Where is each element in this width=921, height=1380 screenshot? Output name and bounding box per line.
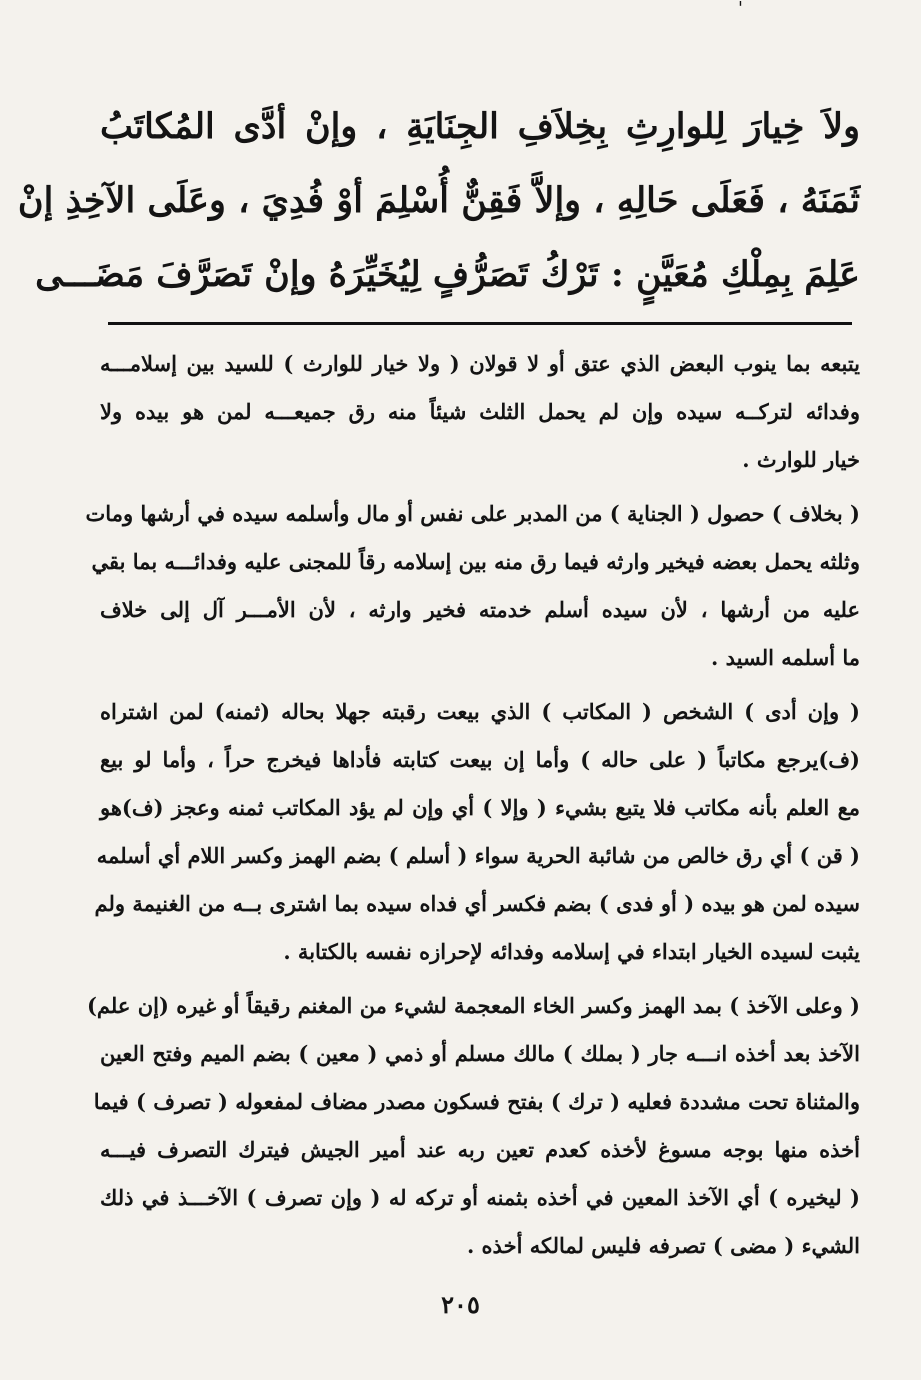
commentary-line: أخذه منها بوجه مسوغ لأخذه كعدم تعين ربه عند أمير الجيش فيترك التصرف فيـــه xyxy=(100,1137,860,1162)
commentary-paragraph xyxy=(100,340,860,484)
main-text-line: ثَمَنَهُ ، فَعَلَى حَالِهِ ، وإلاَّ فَقِنٌّ أُسْلِمَ أوْ فُدِيَ ، وعَلَى الآخِذِ إنْ xyxy=(17,180,860,221)
commentary-paragraph xyxy=(85,490,860,682)
commentary-line: مع العلم بأنه مكاتب فلا يتبع بشيء ( وإلا ) أي وإن لم يؤد المكاتب ثمنه وعجز (ف)هو xyxy=(100,795,860,820)
commentary-line: وثلثه يحمل بعضه فيخير وارثه فيما رق منه بين إسلامه رقاً للمجنى عليه وفدائـــه بما بقي xyxy=(91,549,860,574)
commentary-line: يثبت لسيده الخيار ابتداء في إسلامه وفدائه لإحرازه نفسه بالكتابة . xyxy=(283,939,860,964)
commentary-line: يتبعه بما ينوب البعض الذي عتق أو لا قولان ( ولا خيار للوارث ) للسيد بين إسلامـــه xyxy=(100,351,860,376)
commentary-line: الشيء ( مضى ) تصرفه فليس لمالكه أخذه . xyxy=(466,1233,860,1258)
commentary-paragraph xyxy=(87,982,860,1270)
main-text-line: عَلِمَ بِمِلْكِ مُعَيَّنٍ : تَرْكُ تَصَرُّفٍ لِيُخَيِّرَهُ وإنْ تَصَرَّفَ مَضَـــى xyxy=(35,254,860,295)
commentary-line: (ف)يرجع مكاتباً ( على حاله ) وأما إن بيعت كتابته فأداها فيخرج حراً ، وأما لو بيع xyxy=(100,747,860,772)
commentary-line: ( ليخيره ) أي الآخذ المعين في أخذه بثمنه أو تركه له ( وإن تصرف ) الآخـــذ في ذلك xyxy=(100,1185,860,1210)
commentary-line: خيار للوارث . xyxy=(742,447,860,472)
main-text-line: ولاَ خِيارَ لِلوارِثِ بِخِلاَفِ الجِنَايَةِ ، وإنْ أدَّى المُكاتَبُ xyxy=(100,106,860,147)
commentary-paragraph xyxy=(94,688,860,976)
commentary-line: ( وعلى الآخذ ) بمد الهمز وكسر الخاء المعجمة لشيء من المغنم رقيقاً أو غيره (إن علم) xyxy=(87,993,860,1018)
commentary-line: ( قن ) أي رق خالص من شائبة الحرية سواء ( أسلم ) بضم الهمز وكسر اللام أي أسلمه xyxy=(96,843,860,868)
commentary-line: عليه من أرشها ، لأن سيده أسلم خدمته فخير وارثه ، لأن الأمـــر آل إلى خلاف xyxy=(100,597,860,622)
main-text xyxy=(17,90,860,312)
commentary-line: سيده لمن هو بيده ( أو فدى ) بضم فكسر أي فداه سيده بما اشترى بــه من الغنيمة ولم xyxy=(94,891,860,916)
commentary-line: وفدائه لتركــه سيده وإن لم يحمل الثلث شيئاً منه رق جميعـــه لمن هو بيده ولا xyxy=(100,399,860,424)
corner-mark: ' xyxy=(738,0,743,19)
commentary xyxy=(85,340,860,1276)
commentary-line: والمثناة تحت مشددة فعليه ( ترك ) بفتح فسكون مصدر مضاف لمفعوله ( تصرف ) فيما xyxy=(93,1089,860,1114)
page-number: ٢٠٥ xyxy=(441,1290,480,1319)
commentary-line: ما أسلمه السيد . xyxy=(711,645,860,670)
commentary-line: ( وإن أدى ) الشخص ( المكاتب ) الذي بيعت رقبته جهلا بحاله (ثمنه) لمن اشتراه xyxy=(100,699,860,724)
separator-rule xyxy=(108,322,852,325)
commentary-line: ( بخلاف ) حصول ( الجناية ) من المدبر على نفس أو مال وأسلمه سيده في أرشها ومات xyxy=(85,501,860,526)
commentary-line: الآخذ بعد أخذه انـــه جار ( بملك ) مالك مسلم أو ذمي ( معين ) بضم الميم وفتح العين xyxy=(100,1041,860,1066)
